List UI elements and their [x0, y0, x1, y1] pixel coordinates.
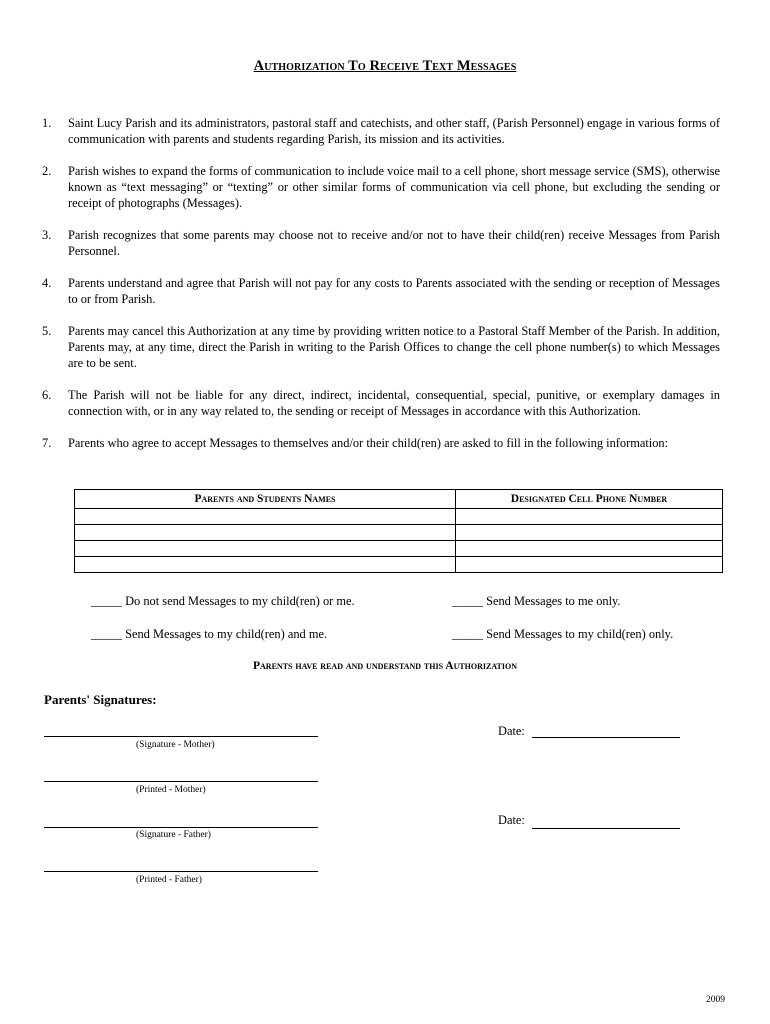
- signatures-title: Parents' Signatures:: [44, 692, 157, 707]
- mother-date-label: Date:: [498, 724, 525, 738]
- term-item: [42, 323, 720, 371]
- term-text: The Parish will not be liable for any direct, indirect, incidental, consequential, special, punitive, or exemplary damages in connection with, or in any way related to, the sending or receipt of Messages in accordance with this Authorization.: [68, 388, 720, 418]
- term-number: 7.: [42, 436, 52, 450]
- father-date-label: Date:: [498, 813, 525, 827]
- acknowledgement-heading: Parents have read and understand this Authorization: [253, 660, 517, 672]
- authorization-terms: [42, 115, 720, 451]
- phone-column-header: Designated Cell Phone Number: [456, 490, 723, 509]
- table-row: [75, 557, 723, 573]
- father-signature-caption: (Signature - Father): [136, 830, 211, 840]
- option-child-only[interactable]: _____ Send Messages to my child(ren) only.: [452, 627, 674, 641]
- table-row: [75, 509, 723, 525]
- term-item: [42, 227, 720, 259]
- footer-year: 2009: [706, 995, 725, 1005]
- term-text: Parish recognizes that some parents may choose not to receive and/or not to have their child(ren) receive Messages from Parish Personnel.: [68, 228, 720, 258]
- names-column-header: Parents and Students Names: [75, 490, 456, 509]
- term-number: 4.: [42, 276, 52, 290]
- name-cell[interactable]: [75, 525, 456, 541]
- document-title: Authorization To Receive Text Messages: [253, 58, 517, 74]
- term-text: Parents may cancel this Authorization at any time by providing written notice to a Pastoral Staff Member of the Parish. In addition, Parents may, at any time, direct the Parish in writing to the Parish Offices to change the cell phone number(s) to which Messages are to be sent.: [68, 324, 720, 370]
- table-row: [75, 541, 723, 557]
- option-no-messages[interactable]: _____ Do not send Messages to my child(ren) or me.: [91, 594, 355, 608]
- term-item: [42, 387, 720, 419]
- mother-signature-line[interactable]: [44, 736, 318, 737]
- term-number: 2.: [42, 164, 52, 178]
- option-me-only[interactable]: _____ Send Messages to me only.: [452, 594, 621, 608]
- term-item: [42, 275, 720, 307]
- term-item: [42, 115, 720, 147]
- father-printed-caption: (Printed - Father): [136, 875, 202, 885]
- term-number: 1.: [42, 116, 52, 130]
- option-child-and-me[interactable]: _____ Send Messages to my child(ren) and me.: [91, 627, 328, 641]
- phone-cell[interactable]: [456, 557, 723, 573]
- term-number: 6.: [42, 388, 52, 402]
- mother-signature-caption: (Signature - Mother): [136, 740, 215, 750]
- term-text: Parents who agree to accept Messages to themselves and/or their child(ren) are asked to fill in the following information:: [68, 436, 669, 450]
- term-text: Saint Lucy Parish and its administrators, pastoral staff and catechists, and other staff, (Parish Personnel) engage in various forms of communication with parents and students regarding Parish, its mission and its activities.: [68, 116, 720, 146]
- term-item: [42, 163, 720, 211]
- mother-printed-caption: (Printed - Mother): [136, 785, 206, 795]
- phone-cell[interactable]: [456, 541, 723, 557]
- phone-cell[interactable]: [456, 525, 723, 541]
- contact-table: [74, 489, 723, 573]
- table-row: [75, 525, 723, 541]
- term-text: Parents understand and agree that Parish will not pay for any costs to Parents associated with the sending or reception of Messages to or from Parish.: [68, 276, 720, 306]
- father-printed-line[interactable]: [44, 871, 318, 872]
- father-signature-line[interactable]: [44, 827, 318, 828]
- mother-date-line[interactable]: [532, 737, 680, 738]
- phone-cell[interactable]: [456, 509, 723, 525]
- term-text: Parish wishes to expand the forms of communication to include voice mail to a cell phone, short message service (SMS), otherwise known as “text messaging” or “texting” or other similar forms of communication via cell phone, but excluding the sending or receipt of photographs (Messages).: [68, 164, 720, 210]
- name-cell[interactable]: [75, 557, 456, 573]
- name-cell[interactable]: [75, 541, 456, 557]
- mother-printed-line[interactable]: [44, 781, 318, 782]
- term-item: [42, 435, 720, 451]
- term-number: 3.: [42, 228, 52, 242]
- term-number: 5.: [42, 324, 52, 338]
- name-cell[interactable]: [75, 509, 456, 525]
- father-date-line[interactable]: [532, 828, 680, 829]
